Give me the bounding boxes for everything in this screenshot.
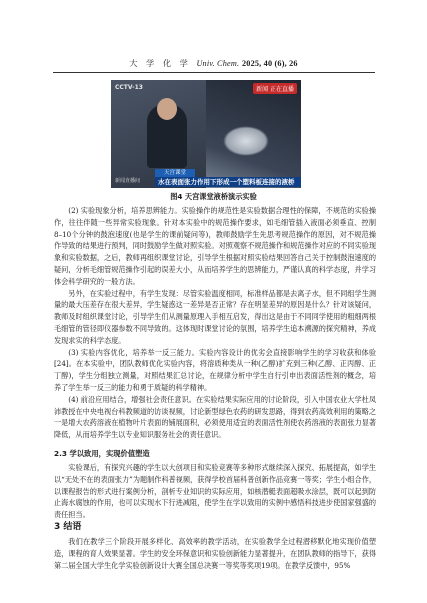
journal-name: 大 学 化 学	[129, 58, 191, 68]
paragraph: (2) 实验现象分析，培养思辨能力。实验操作的规范性是实验数据合理性的保障，不规范的实验操作，往往伴随一些异常实验现象。针对本实验中的规范操作要求，如毛细管插入液面必须垂直、控制8–10个分钟的鼓泡速度(也是学生的课前疑问等)，教师鼓励学生先思考规范操作的原因，对不规范操作导致的结果进行预判，同时鼓励学生做对照实验。对照观察不规范操作和规范操作对应的不同实验现象和实验数据，之后，教师再组织课堂讨论，引导学生根据对照实验结果回答自己关于控制鼓泡速度的疑问，分析毛细管规范操作引起的误差大小，从而培养学生的思辨能力，严谨认真的科学态度，并学习体会科学研究的一般方法。	[54, 206, 376, 286]
section-heading-3: 3 结语	[54, 522, 82, 532]
figure-image	[111, 80, 301, 188]
paragraph: (4) 前沿应用结合，增强社会责任意识。在实验结果实际应用的讨论阶段，引入中国农业大学杜凤沛教授在中央电视台科教频道的访谈视频，讨论新型绿色农药的研发思路，得到农药高效利用的策略之一是增大农药溶液在植物叶片表面的铺展面积，必须使用适宜的表面活性剂使农药溶液的表面张力显著降低，从而培养学生以专业知识服务社会的责任意识。	[54, 394, 376, 440]
live-badge: 新闻 正在直播	[253, 83, 297, 94]
running-header	[0, 58, 427, 69]
section-heading-2-3: 2.3 学以致用，实现价值塑造	[54, 449, 150, 458]
liquid-bridge	[223, 126, 269, 156]
paragraph: 我们在教学三个阶段开展多样化、高效率的教学活动，在实验教学全过程潜移默化地实现价值塑造，课程的育人效果显著。学生的安全环保意识和实验创新能力显著提升，在团队教师的指导下，获得第二届全国大学生化学实验创新设计大赛全国总决赛一等奖等奖项19项。在教学反馈中，95%	[54, 537, 376, 570]
figure-caption: 图4 天宫课堂液桥演示实验	[170, 192, 257, 201]
paragraph: 另外，在实验过程中，有学生发现：尽管实验温度相同，标准样品都是去离子水，但不同组学生测量的最大压差存在很大差异，学生疑惑这一差异是否正常？存在明显差异的原因是什么？针对该疑问，教师及时组织课堂讨论，引导学生们从测量原理入手相互启发，得出这是由于不同同学使用的粗细两根毛细管的管径即仪器参数不同导致的。这体现时课堂讨论的氛围，培养学生追本溯源的探究精神，养成发现求实的科学态度。	[54, 288, 376, 345]
tv-channel-logo: CCTV-13	[115, 84, 143, 91]
paragraph: (3) 实验内容优化，培养举一反三能力。实验内容设计的优劣会直接影响学生的学习收获和体验[24]。在本实验中，团队教师优化实验内容，将溶质种类从一种(乙醇)扩充到三种(乙醇、正丙醇、正丁醇)，学生分组独立测量，对照结果汇总讨论，在规律分析中学生自行引申出表面活性剂的概念，培养了学生举一反三的能力和勇于质疑的科学精神。	[54, 347, 376, 392]
paragraph: 实验课后，有探究兴趣的学生以大创项目和实验竞赛等多种形式继续深入探究、拓展提高，如学生以“无处不在的表面张力”为题制作科普视频，获得学校首届科普创新作品竞赛一等奖；学生小组合作，以课程报告的形式进行案例分析，剖析专业知识的实际应用，如核潜艇表面超吸水涂层，既可以起到防止海水腐蚀的作用，也可以实现水下行进减阻，使学生在学以致用的实例中感悟科技进步使国家强盛的责任担当。	[54, 463, 376, 520]
body-section-3	[54, 536, 376, 571]
body-section-2	[54, 462, 376, 521]
program-tag: 天宫课堂	[155, 169, 195, 177]
body-section-1	[54, 205, 376, 441]
astronaut-head	[157, 98, 177, 120]
citation: 2025, 40 (6), 26	[242, 59, 298, 68]
video-subtitle-banner: 水在表面张力作用下形成一个塑料板连接的液桥	[155, 177, 301, 187]
program-label: 新闻直播间	[115, 178, 141, 184]
journal-name-en: Univ. Chem.	[196, 59, 240, 68]
header-rule	[53, 72, 375, 73]
